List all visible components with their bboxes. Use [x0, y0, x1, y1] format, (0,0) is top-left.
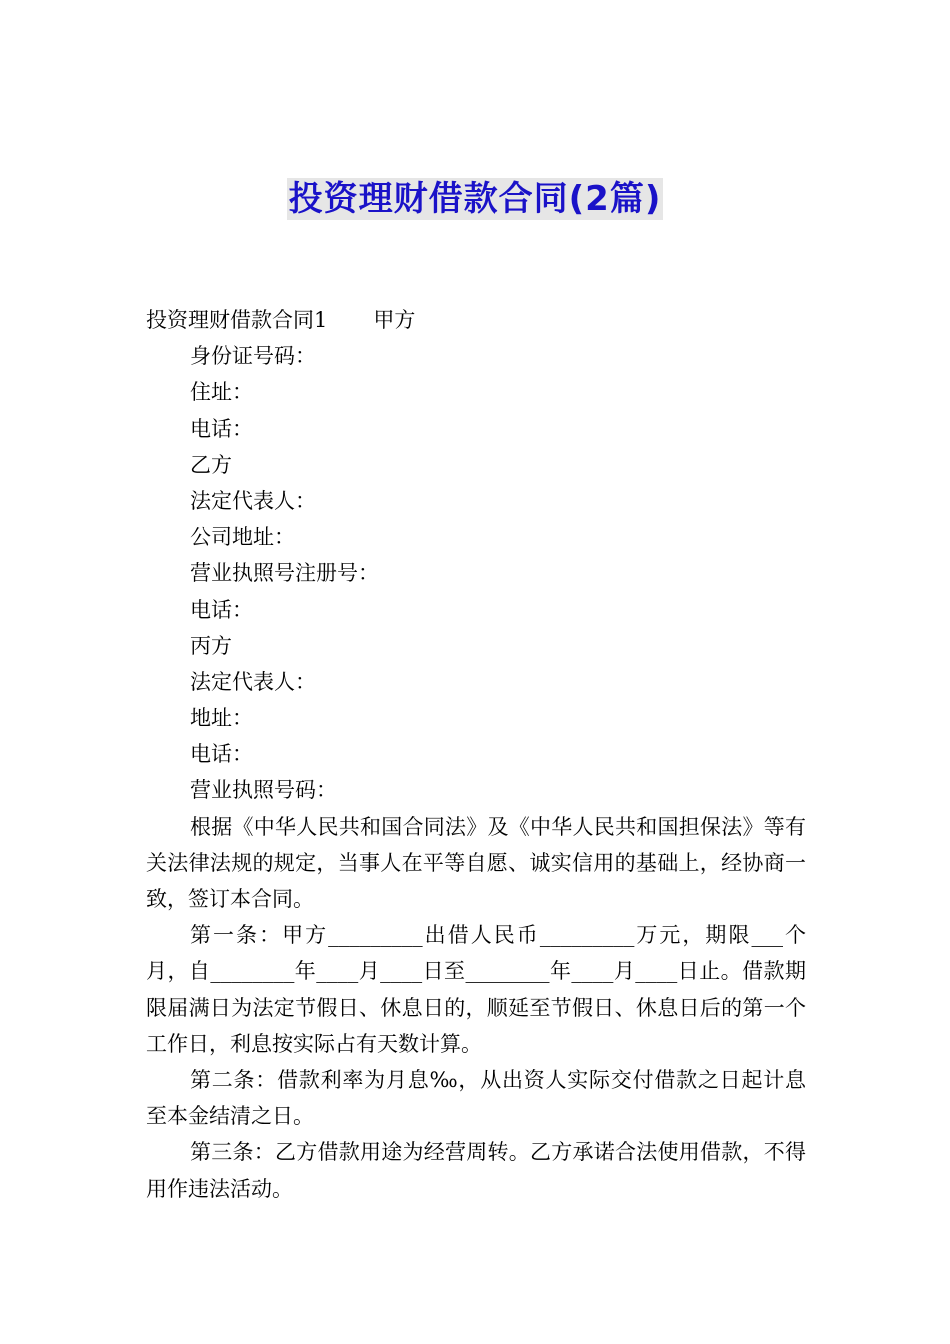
paragraph-preamble: 根据《中华人民共和国合同法》及《中华人民共和国担保法》等有关法律法规的规定，当事人在平等自愿、诚实信用的基础上，经协商一致，签订本合同。: [146, 814, 806, 912]
party-b-phone-field: 电话：: [190, 597, 253, 622]
party-c-label: 丙方: [190, 633, 232, 658]
party-c-phone-field: 电话：: [190, 742, 253, 767]
contract-heading: 投资理财借款合同1: [146, 308, 328, 332]
title-wrap: [0, 178, 950, 220]
paragraph-article-3: 第三条：乙方借款用途为经营周转。乙方承诺合法使用借款，不得用作违法活动。: [146, 1140, 806, 1201]
party-a-label: 甲方: [373, 308, 416, 332]
party-c-address-field: 地址：: [190, 706, 253, 731]
party-a-phone-field: 电话：: [190, 416, 253, 441]
paragraph-article-1: 第一条：甲方_________出借人民币_________万元，期限___个月，自________年____月____日至________年____月____日止。借款期限届满日为法定节假日、休息日的，顺延至节假日、休息日后的第一个工作日，利息按实际占有天数计算。: [146, 923, 806, 1056]
paragraph-article-2: 第二条：借款利率为月息‰，从出资人实际交付借款之日起计息至本金结清之日。: [146, 1068, 806, 1129]
party-b-label: 乙方: [190, 452, 232, 477]
party-c-license-field: 营业执照号码：: [190, 778, 337, 803]
contract-heading-line: [146, 302, 806, 338]
party-a-id-field: 身份证号码：: [190, 344, 316, 369]
party-a-address-field: 住址：: [190, 380, 253, 405]
party-b-address-field: 公司地址：: [190, 525, 295, 550]
party-c-representative-field: 法定代表人：: [190, 669, 316, 694]
document-title: 投资理财借款合同(2篇): [288, 179, 662, 219]
party-b-representative-field: 法定代表人：: [190, 488, 316, 513]
party-b-license-field: 营业执照号注册号：: [190, 561, 379, 586]
document-body: [146, 302, 806, 1207]
